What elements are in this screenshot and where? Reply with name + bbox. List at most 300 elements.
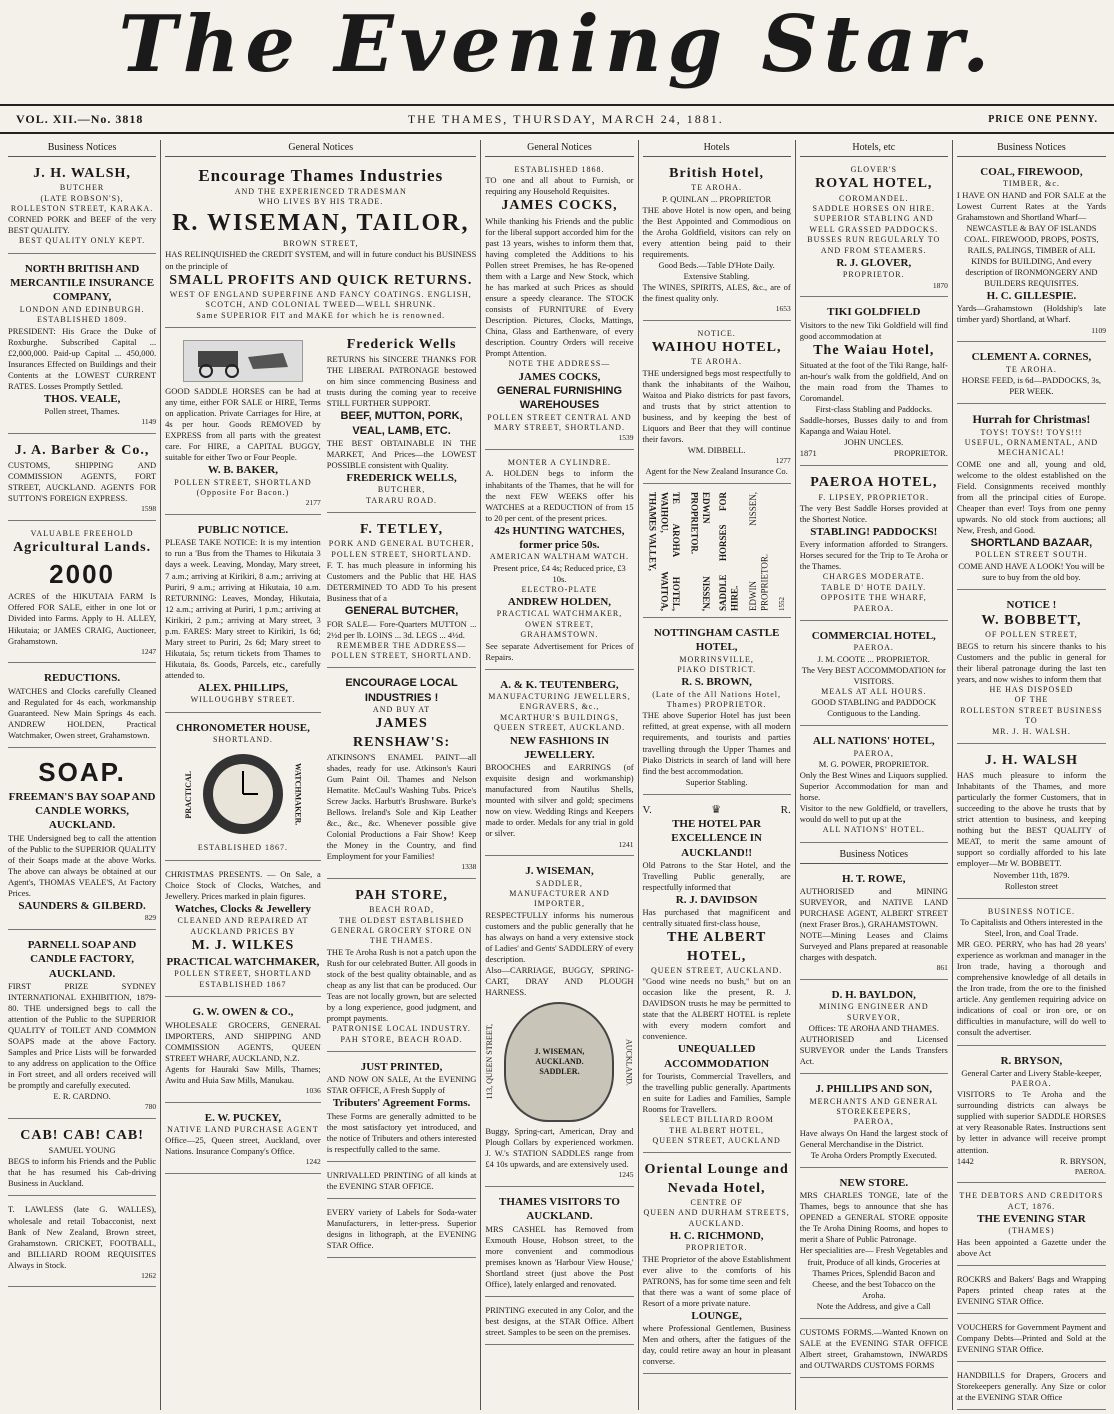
ad-proprietor-title: PROPRIETOR. [685, 1243, 748, 1253]
ad-ref-number: 1109 [1091, 325, 1107, 335]
rotated-text: EDWIN NISSEN, PROPRIETOR. [748, 491, 770, 611]
ad-saddle: SADDLE HORSES ON HIRE. [812, 203, 935, 213]
ad-name: THE EVENING STAR [977, 1213, 1086, 1226]
ad-stabling: STABLING! PADDOCKS! [810, 526, 938, 539]
ad-office: Office—25, Queen street, Auckland, over Nations. Insurance Company's Office. [165, 1135, 321, 1157]
ad-new-store [800, 1172, 948, 1319]
ad-body: Old Patrons to the Star Hotel, and the Travelling Public generally, are respectfully informed that [642, 859, 791, 892]
masthead [0, 0, 1114, 90]
ad-quote: "Good wine needs no bush," but on an occasion like the present, R. J. DAVIDSON trusts he may be permitted to state that the ALBERT HOTEL is replete with every modern comfort and convenience. [642, 976, 791, 1042]
ad-body: ATKINSON'S ENAMEL PAINT—all shades, ready for use. Atkinson's Kauri Gum Paint Oil. Thames and Nelson Hematite. McCaul's Washing Tubs. Price's Screw Jacks. Harbutt's Brushware. Burke's Bellows. Ireland's Sole and Kip Leather &c., &c., &c. Whenever possible give Colonial Productions a Fair Show! Keep the Money in the Country, and find Employment for your Families! [326, 751, 477, 862]
ad-teutenberg [485, 674, 633, 857]
ad-pah-store [327, 883, 477, 1052]
ad-title: J. A. Barber & Co., [14, 442, 150, 458]
ad-waihou-hotel [643, 325, 791, 484]
ad-heading: GENERAL BUTCHER, [344, 605, 459, 618]
ad-footer-name: THE ALBERT HOTEL, [669, 1125, 765, 1135]
ad-body: for Tourists, Commercial Travellers, and the travelling public generally. Apartments en suite for Ladies and Families, Sample Rooms for Travellers. [642, 1071, 791, 1115]
ad-title: Hurrah for Christmas! [972, 412, 1091, 427]
ad-table: TABLE D' HOTE DAILY. [821, 582, 927, 592]
rotated-text: TE AROHA HOTEL, WAIHOU, WAITOA, THAMES VALLEY, [647, 491, 681, 611]
ad-title: ROYAL HOTEL, [815, 176, 933, 192]
ad-cab [8, 1123, 156, 1196]
ad-useful: USEFUL, ORNAMENTAL, AND MECHANICAL! [964, 438, 1099, 458]
ad-offices: Offices: TE AROHA AND THAMES. [808, 1023, 939, 1034]
ad-wells [327, 332, 477, 513]
column-1 [4, 140, 161, 1410]
ad-proprietor: R. S. BROWN, [681, 676, 752, 689]
ad-side-label: PRACTICAL [183, 770, 193, 819]
ad-subtitle: TE AROHA. [691, 357, 743, 367]
ad-all-nations-hotel [800, 730, 948, 842]
ad-customs [800, 1323, 948, 1378]
ad-subtitle: CENTRE OF [690, 1197, 743, 1207]
ad-slogan: SMALL PROFITS AND QUICK RETURNS. [169, 272, 473, 288]
ad-rowe [800, 868, 948, 980]
ad-name: R. BRYSON, [1059, 1155, 1107, 1166]
ad-notice: NOTICE ! [1006, 598, 1057, 611]
dateline [0, 104, 1114, 134]
ad-wilkes [165, 865, 321, 997]
crest-letter: V. [642, 803, 652, 816]
ad-body: THE BEST OBTAINABLE IN THE MARKET, And Prices—the LOWEST POSSIBLE consistent with Quality. [326, 437, 477, 471]
ad-title: PUBLIC NOTICE. [197, 524, 289, 537]
ad-wiseman-tailor [165, 161, 476, 328]
ad-body: MR GEO. PERRY, who has had 28 years' experience as workman and manager in the Iron trade, having a thorough and comprehensive knowledge of all details in the Iron trade, from the ore to the finished article. Any gentlemen requiring advice on indications of coal or iron ore, or on difficulties in manufacture, will do well to consult the advertiser. [956, 939, 1107, 1038]
ad-body: EVERY variety of Labels for Soda-water Manufacturers, in letter-press. Superior designs in lithograph, at the EVENING STAR Office. [326, 1206, 477, 1251]
ad-address: Rolleston street [1004, 880, 1058, 891]
ad-paeroa-hotel [800, 470, 948, 621]
ad-footer: PAH STORE, BEACH ROAD. [340, 1034, 463, 1044]
ad-subtitle: MERCHANTS AND GENERAL STOREKEEPERS, [809, 1096, 939, 1117]
ad-ref-number: 1242 [305, 1157, 321, 1167]
ad-body: VISITORS to Te Aroha and the surrounding districts can always be supplied with superior SADDLE HORSES at very Reasonable Rates. Instructions sent by letter in advance will receive prompt attention. [956, 1089, 1107, 1155]
ad-good: GOOD STABLING and PADDOCK Contiguous to the Landing. [811, 697, 937, 719]
ad-holden [485, 454, 633, 670]
ad-body: AUTHORISED and MINING SURVEYOR, and NATIVE LAND PURCHASE AGENT, ALBERT STREET (next Fraser Bros.), GRAHAMSTOWN. [799, 886, 948, 930]
ad-ref-number: 1653 [775, 304, 791, 314]
ad-late: (Late of the All Nations Hotel, Thames) PROPRIETOR. [652, 689, 781, 709]
ad-title: THAMES VISITORS TO AUCKLAND. [499, 1196, 620, 1223]
ad-disposed: HE HAS DISPOSED [989, 684, 1074, 694]
ad-ref-number: 1539 [618, 433, 634, 443]
ad-subtitle: (LATE ROBSON'S), [40, 193, 124, 203]
ad-name: ANDREW HOLDEN, [507, 596, 612, 609]
ad-subtitle: OF POLLEN STREET, [985, 630, 1078, 640]
ad-ref-number: 1262 [141, 1270, 157, 1280]
ad-business-notice [957, 903, 1106, 1046]
ad-body: A. HOLDEN begs to inform the inhabitants of the Thames, that he will for the next FEW WEEKS offer his WATCHES at a REDUCTION of from 15 to 20 per cent. of the present prices. [485, 468, 634, 523]
ad-title: British Hotel, [669, 166, 765, 181]
column-4 [639, 140, 796, 1410]
saddle-badge [504, 1002, 614, 1122]
ad-reductions [8, 667, 156, 748]
ad-cornes [957, 346, 1106, 404]
ad-headline: ENCOURAGE LOCAL INDUSTRIES ! [345, 677, 458, 704]
badge-name: J. WISEMAN, [534, 1046, 585, 1056]
ad-address: BROWN STREET, [283, 239, 359, 249]
ad-ref-number: 1442 [956, 1155, 974, 1166]
ad-body: RETURNS his SINCERE THANKS FOR THE LIBERAL PATRONAGE bestowed on him since commencing Business and trusts during the coming year to receive STILL FURTHER SUPPORT. [326, 354, 477, 409]
ad-footer-name: JAMES COCKS, [518, 370, 601, 383]
ad-labels [327, 1203, 477, 1258]
ad-subtitle: SHORTLAND. [212, 734, 273, 744]
ad-subtitle: QUEEN AND DURHAM STREETS, [643, 1208, 790, 1218]
ad-body: MRS CASHEL has Removed from Exmouth House, Hobson street, to the more convenient and commodious premises known as 'Harbour View House,' Shortland street (just above the Post Office), lately enlarged and renovated. [485, 1223, 634, 1289]
column-header: Hotels [643, 140, 791, 157]
ad-successor: MR. J. H. WALSH. [992, 726, 1071, 736]
ad-title: The Waiau Hotel, [813, 342, 935, 358]
issue-date: THE THAMES, THURSDAY, MARCH 24, 1881. [407, 111, 724, 126]
issue-price: PRICE ONE PENNY. [988, 113, 1098, 125]
ad-body: MINING ENGINEER AND SURVEYOR, [818, 1002, 929, 1022]
ad-established: ESTABLISHED 1867 [199, 979, 287, 989]
ad-prices: FOR SALE— Fore-Quarters MUTTON ... 2½d per lb. LOINS ... 3d. LEGS ... 4½d. [326, 618, 477, 640]
ad-hunting: 42s HUNTING WATCHES, former price 50s. [494, 524, 625, 552]
ad-title: Frederick Wells [346, 336, 457, 352]
ad-handbills [957, 1366, 1106, 1410]
ad-side-label: AUCKLAND. [624, 1038, 634, 1086]
ad-body: HORSE FEED, is 6d—PADDOCKS, 3s, PER WEEK. [961, 374, 1102, 396]
ad-address: OWEN STREET, GRAHAMSTOWN. [520, 619, 599, 640]
ad-title: J. H. WALSH [984, 752, 1079, 768]
ad-tagline: BEST QUALITY ONLY KEPT. [18, 236, 146, 246]
ad-wines: The WINES, SPIRITS, ALES, &c., are of the finest quality only. [642, 281, 791, 303]
ad-established: ESTABLISHED 1809. [37, 315, 128, 325]
ad-title: J. H. WALSH, [33, 166, 131, 181]
ad-agent: Agent for the New Zealand Insurance Co. [645, 465, 788, 476]
ad-proprietor: JOHN UNCLES. [844, 437, 904, 448]
ad-established: ESTABLISHED 1868. [514, 165, 605, 174]
ad-title: MONTER A CYLINDRE. [507, 458, 612, 468]
ad-albert-hotel [643, 799, 791, 1154]
column-2-left [165, 332, 321, 1262]
ad-stabling: SUPERIOR STABLING AND WELL GRASSED PADDOCKS. [809, 214, 939, 234]
ad-toys: TOYS! TOYS!! TOYS!!! [980, 427, 1083, 437]
saddle-row [485, 1002, 633, 1122]
ad-city: AUCKLAND. [688, 1218, 745, 1228]
ad-address: POLLEN STREET, SHORTLAND. [331, 549, 472, 559]
ad-billiard: SELECT BILLIARD ROOM [659, 1115, 774, 1125]
ad-body: Visitor to the new Goldfield, or travellers, would do well to put up at the [799, 803, 948, 825]
ad-lawless [8, 1200, 156, 1287]
ad-lounge: LOUNGE, [691, 1309, 742, 1322]
ad-title: H. T. ROWE, [842, 872, 906, 885]
ad-subtitle: MANUFACTURER AND IMPORTER, [509, 888, 610, 909]
ad-title: THE ALBERT HOTEL, [666, 930, 767, 964]
ad-walsh [8, 161, 156, 254]
ad-notice: NOTICE. [697, 328, 736, 338]
ad-firm: E. R. CARDNO. [53, 1091, 111, 1102]
ad-body: ROCKRS and Bakers' Bags and Wrapping Papers printed cheap rates at the EVENING STAR Office. [956, 1273, 1107, 1306]
ad-title: W. B. BAKER, [207, 464, 279, 477]
ad-body: COME one and all, young and old, welcome to the oldest established on the Field. Consignments received monthly from all the principal cities of Europe. Cheaper than ever! Toys from one penny upwards. No old stock from auctions; all New, Fresh, and Good. [956, 458, 1107, 536]
ad-headline: Encourage Thames Industries [198, 166, 444, 185]
ad-coal [957, 161, 1106, 342]
ad-address: MCARTHUR'S BUILDINGS, QUEEN STREET, AUCKLAND. [493, 712, 626, 733]
ad-tetley [327, 517, 477, 668]
ad-of: OF THE [1014, 695, 1049, 705]
ad-bobbett [957, 594, 1106, 744]
ad-title: J. WISEMAN, [525, 865, 594, 878]
ad-trade: BUTCHER, [377, 485, 426, 495]
ad-body: VOUCHERS for Government Payment and Company Debts—Printed and Sold at the EVENING STAR Office. [956, 1322, 1107, 1355]
ad-proprietor-title: PROPRIETOR. [842, 270, 905, 280]
ad-body: WHOLESALE GROCERS, GENERAL IMPORTERS, AND SHIPPING AND COMMISSION AGENTS, QUEEN STREET WHARF, AUCKLAND, N.Z. [165, 1019, 321, 1063]
carriage-icon [188, 343, 298, 379]
ad-intro: TIKI GOLDFIELD [827, 306, 921, 319]
column-header: Business Notices [957, 140, 1106, 157]
ad-bryson [957, 1050, 1106, 1184]
ad-auth: AUTHORISED and Licensed SURVEYOR under the Lands Transfers Act. [799, 1034, 948, 1067]
ad-side-label: WATCHMAKER. [293, 763, 303, 826]
ad-barber [8, 438, 156, 521]
ad-soap [8, 752, 156, 930]
ad-body: THE above Superior Hotel has just been refitted, at great expense, with all modern requirements, and tourists and parties travelling through the Upper Thames and Piako Districts in search of land will here find the best accommodation. [642, 710, 791, 776]
ad-footer-row [800, 448, 948, 459]
ad-proprietor: P. QUINLAN ... PROPRIETOR [662, 193, 772, 204]
column-subheader: Business Notices [800, 847, 948, 864]
ad-electro: ELECTRO-PLATE [521, 584, 598, 594]
ad-ref-number: 780 [144, 1102, 157, 1112]
ad-ref-number: 1338 [461, 862, 477, 872]
ad-list: NEWCASTLE & BAY OF ISLANDS COAL. FIREWOOD, PROPS, POSTS, RAILS, PALINGS, TIMBER of ALL KINDS for BUILDING, And every description of IRONMONGERY AND BUILDERS REQUISITES. [964, 222, 1099, 289]
ad-heading: NEW FASHIONS IN JEWELLERY. [509, 734, 610, 761]
ad-trade: PRACTICAL WATCHMAKER, [496, 609, 623, 619]
ad-body: THE Te Aroha Rush is not a patch upon the Rush for our celebrated Butter. All goods in stock of the best quality obtainable, and as cheap as any list that can be produced. Our Teas are not locally grown, but are selected by a long experience, good judgment, and prompt payments. [326, 946, 477, 1024]
ad-saddler [485, 860, 633, 1187]
ad-note: NOTE THE ADDRESS— [508, 359, 611, 369]
ad-address: TARARU ROAD. [366, 495, 438, 505]
ad-ref-number: 1245 [618, 1170, 634, 1180]
ad-oriental-lounge [643, 1157, 791, 1374]
ad-trade: PRACTICAL WATCHMAKER, [166, 956, 320, 969]
ad-title: PARNELL SOAP AND CANDLE FACTORY, AUCKLAND. [27, 938, 137, 980]
ad-footer-row [957, 1156, 1106, 1167]
ad-title: W. BOBBETT, [981, 613, 1082, 629]
ad-body: AND NOW ON SALE, At the EVENING STAR OFFICE, A Fresh Supply of [326, 1074, 477, 1096]
ad-title: JAMES COCKS, [501, 198, 618, 214]
ad-body: PRINTING executed in any Color, and the best designs, at the STAR Office. Albert street. Samples to be seen on the premises. [485, 1304, 634, 1338]
ad-ref-number: 1247 [141, 646, 157, 656]
clock-row [165, 749, 321, 839]
ad-body: PLEASE TAKE NOTICE: It is my intention to run a 'Bus from the Thames to Hikutaia 3 days a week. Leaving, Monday, Mary street, 7 a.m.; arriving at Kirikiri, 8 a.m.; arriving at Puriri, 9 a.m.; arriving at Hikutaia, 10 a.m. RETURNING: Leaves, Monday, Hikutaia, 12 a.m.; arriving at Puriri, 1 p.m.; arriving at Kirikiri, 2 p.m.; arriving at Mary street, 3 p.m. FARES: Mary street to Kirikiri, 1s 6d; Mary street to Puriri, 2s 6d; Mary street to Hikutaia, 5s; return tickets from Thames to Hikutaia, 8s. Goods, Parcels, etc., carefully attended to. [165, 537, 321, 680]
ad-subtitle: (THAMES) [1008, 1226, 1055, 1236]
ad-address: POLLEN STREET CENTRAL AND MARY STREET, SHORTLAND. [487, 412, 632, 432]
ad-subtitle: CLEANED AND REPAIRED AT AUCKLAND PRICES BY [177, 916, 309, 936]
ad-side-label: 113, QUEEN STREET, [485, 1024, 495, 1100]
ad-ref-number: 829 [144, 913, 157, 923]
ad-title: WAIHOU HOTEL, [651, 340, 782, 356]
ad-date: November 11th, 1879. [993, 869, 1070, 880]
ad-just-printed [327, 1056, 477, 1162]
ad-come: COME AND HAVE A LOOK! You will be sure to buy from the old boy. [958, 560, 1105, 582]
ad-ref-number: 1149 [141, 417, 157, 427]
rotated-text: SADDLE HORSES FOR HIRE. [717, 491, 740, 611]
ad-body: HANDBILLS for Drapers, Grocers and Storekeepers generally. Any Size or color at the EVENING STAR Office [956, 1370, 1107, 1403]
newspaper-columns [4, 140, 1110, 1410]
ad-parnell [8, 934, 156, 1119]
ad-title: PAEROA HOTEL, [810, 475, 938, 491]
column-2-split [165, 332, 476, 1262]
ad-place: PAEROA. [1074, 1166, 1107, 1176]
ad-charges: CHARGES MODERATE. [822, 572, 925, 582]
column-2-right [327, 332, 477, 1262]
column-5 [796, 140, 953, 1410]
ad-insurance [8, 258, 156, 434]
ad-address: ROLLESTON STREET, KARAKA. [10, 203, 154, 213]
ad-title: SOAP. [38, 756, 126, 787]
ad-fit: Same SUPERIOR FIT and MAKE for which he is renowned. [196, 310, 446, 320]
ad-acres: 2000 [49, 558, 115, 589]
ad-name: H. C. GILLESPIE. [986, 290, 1077, 303]
ad-body: THE undersigned begs most respectfully to thank the inhabitants of the Waihou, Waitoa and Piako districts for past favors, and trusts that by strict attention to business, and by keeping the best of Liquors and Beer that they will continue their favors. [642, 367, 791, 445]
ad-ref-number: 1241 [618, 839, 634, 849]
clock-icon [198, 749, 288, 839]
ad-patronise: PATRONISE LOCAL INDUSTRY. [332, 1024, 471, 1034]
ad-name: SAMUEL YOUNG [48, 1145, 116, 1156]
ad-see: See separate Advertisement for Prices of Repairs. [485, 640, 634, 662]
ad-footer-name: FREDERICK WELLS, [346, 472, 457, 485]
ad-body: MRS CHARLES TONGE, late of the Thames, begs to announce that she has OPENED a GENERAL STORE opposite the Te Aroha Dining Rooms, and hopes to merit a Share of Public Patronage. [799, 1190, 948, 1245]
ad-body: CHRISTMAS PRESENTS. — On Sale, a Choice Stock of Clocks, Watches, and Jewellery. Prices marked in plain figures. [165, 868, 321, 901]
ad-body: WATCHES and Clocks carefully Cleaned and Regulated for 4s each, workmanship Guaranteed. New Main Springs 4s each. ANDREW HOLDEN, Practical Watchmaker, Owen street, Grahamstown. [8, 685, 157, 740]
ad-address: QUEEN STREET, AUCKLAND [652, 1136, 781, 1146]
ad-title: JUST PRINTED, [360, 1060, 443, 1073]
ad-renshaw [327, 672, 477, 879]
badge-city: AUCKLAND. [535, 1056, 584, 1066]
column-header: Business Notices [8, 140, 156, 157]
ad-address: POLLEN STREET, SHORTLAND [174, 969, 312, 979]
ad-american: AMERICAN WALTHAM WATCH. [489, 552, 630, 562]
ad-busses: BUSSES RUN REGULARLY TO AND FROM STEAMERS. [807, 235, 941, 255]
ad-title: NOTTINGHAM CASTLE HOTEL, [653, 626, 780, 654]
ad-subtitle: TIMBER, &c. [1002, 179, 1060, 189]
ad-also: Also—CARRIAGE, BUGGY, SPRING-CART, DRAY AND PLOUGH HARNESS. [485, 964, 634, 998]
ad-title: M. J. WILKES [191, 937, 295, 953]
ad-address: POLLEN STREET SOUTH. [975, 550, 1088, 560]
ad-unrivalled [327, 1166, 477, 1199]
ad-note: (Opposite For Bacon.) [196, 487, 290, 497]
ad-subtitle: MANUFACTURING JEWELLERS, ENGRAVERS, &c., [488, 692, 631, 712]
ad-title: COMMERCIAL HOTEL, [811, 630, 936, 643]
ad-body: THE above Hotel is now open, and being the Best Appointed and Commodious on the Aroha Goldfield, visitors can rely on every attention being paid to their requirements. [642, 204, 791, 259]
crest-icon: ♛ [711, 803, 722, 816]
ad-name: ALEX. PHILLIPS, [197, 681, 289, 694]
ad-body: GOOD SADDLE HORSES can be had at any time, either FOR SALE or HIRE, Terms on application. Private Carriages for Hire, at 4s per hour. Goods REMOVED by EXPRESS from all parts with the greatest care. For HIRE, a CAPITAL BUGGY, suitable for either Two or Four People. [165, 385, 321, 463]
ad-specialities: Her specialities are— Fresh Vegetables and fruit, Produce of all kinds, Groceries at Thames Prices, Splendid Bacon and Cheese, and the best Tobacco on the Aroha. [799, 1245, 948, 1300]
ad-heading: Watches, Clocks & Jewellery [174, 902, 312, 915]
ad-ref-number: 1871 [799, 448, 817, 459]
ad-subtitle: FREEMAN'S BAY SOAP AND CANDLE WORKS, AUCKLAND. [8, 790, 156, 832]
ad-stabling: First-class Stabling and Paddocks. [815, 404, 933, 415]
ad-title: NEW STORE. [839, 1176, 909, 1189]
column-header: General Notices [165, 140, 476, 157]
ad-body: Has purchased that magnificent and centrally situated first-class house, [642, 907, 791, 929]
ad-bayldon [800, 984, 948, 1074]
ad-body: F. T. has much pleasure in informing his Customers and the Public that HE HAS DETERMINED TO ADD To his present Business that of a [326, 560, 477, 604]
rotated-text: EDWIN NISSEN, PROPRIETOR. [689, 491, 712, 611]
ad-fabrics: WEST OF ENGLAND SUPERFINE AND FANCY COATINGS. ENGLISH, SCOTCH, AND COLONIAL TWEED—WELL SHRUNK. [169, 289, 472, 310]
ad-body: where Professional Gentlemen, Business Men and others, after the fatigues of the day, could retire away an hour in pleasant converse. [642, 1323, 791, 1367]
ad-owen [165, 1001, 321, 1102]
ad-heading: Tributers' Agreement Forms. [332, 1097, 471, 1110]
ad-subtitle: NATIVE LAND PURCHASE AGENT [167, 1124, 319, 1134]
ad-unequalled: UNEQUALLED ACCOMMODATION [664, 1043, 770, 1070]
ad-british-hotel [643, 161, 791, 321]
ad-body: Have always On Hand the largest stock of General Merchandise in the District. [799, 1127, 948, 1149]
ad-subtitle: AND THE EXPERIENCED TRADESMAN [234, 187, 407, 197]
ad-place: PAEROA, [853, 1117, 894, 1127]
ad-body: HAS much pleasure to inform the Inhabitants of the Thames, and more particularly the former Customers, that in succeeding to the above he trusts that by strict attention to business, and keeping nothing but the BEST QUALITY of MEAT, to merit the same amount of support so cordially afforded to his late employer—Mr W. BOBBETT. [956, 770, 1107, 869]
ad-address: QUEEN STREET, AUCKLAND. [650, 965, 783, 975]
ad-address: POLLEN STREET, SHORTLAND [174, 477, 312, 487]
ad-body: HAS RELINQUISHED the CREDIT SYSTEM, and will in future conduct his BUSINESS on the principle of [165, 249, 477, 271]
ad-firm: SAUNDERS & GILBERD. [18, 899, 146, 912]
ad-subtitle: VALUABLE FREEHOLD [30, 529, 134, 539]
ad-body: CUSTOMS FORMS.—Wanted Known on SALE at the EVENING STAR OFFICE Albert street, Grahamstown, INWARDS and OUTWARDS CUSTOMS FORMS [799, 1326, 948, 1370]
ad-body: THE Proprietor of the above Establishment ever alive to the comforts of his PATRONS, has for some time seen and felt that there was a want of some place of Resort of a more private nature. [642, 1253, 791, 1308]
ad-title: CAB! CAB! CAB! [20, 1128, 144, 1144]
vr-crest [643, 803, 791, 817]
ad-waiau-hotel [800, 301, 948, 466]
column-3 [481, 140, 638, 1410]
ad-body: The Very BEST ACCOMMODATION for VISITORS. [801, 664, 946, 686]
ad-debtors-act [957, 1187, 1106, 1266]
ad-subtitle: BUTCHER [59, 183, 105, 193]
ad-ref-number: 1552 [778, 596, 787, 611]
ad-body: Visitors to the new Tiki Goldfield will find good accommodation at [799, 319, 948, 341]
ad-cocks [485, 161, 633, 450]
ad-chronometer [165, 717, 321, 861]
ad-note: Note the Address, and give a Call [816, 1300, 931, 1311]
ad-te-aroha-hotel [643, 488, 791, 618]
ad-orders: Te Aroha Orders Promptly Executed. [810, 1149, 937, 1160]
ad-subtitle: THE OLDEST ESTABLISHED GENERAL GROCERY STORE ON THE THAMES. [330, 915, 473, 946]
ad-title: E. W. PUCKEY, [204, 1111, 282, 1124]
ad-proprietor: M. G. POWER, PROPRIETOR. [818, 759, 929, 770]
ad-puckey [165, 1107, 321, 1175]
ad-body: I HAVE ON HAND and FOR SALE at the Lowest Current Rates at the Yards Grahamstown and Shortland Wharf— [956, 189, 1107, 222]
ad-name: SHORTLAND BAZAAR, [970, 537, 1093, 550]
ad-title: J. PHILLIPS AND SON, [815, 1083, 932, 1096]
ad-body: BEGS to inform his Friends and the Public that he has resumed his Cab-driving Business in Auckland. [8, 1156, 157, 1189]
ad-title: CLEMENT A. CORNES, [971, 351, 1092, 364]
ad-body: PRESIDENT: His Grace the Duke of Roxburghe. Subscribed Capital ... £2,000,000. Paid-up Capital ... 450,000. Insurances Effected on Buildings and their Contents at the LOWEST CURRENT RATES. Losses Promptly Settled. [8, 325, 157, 391]
ad-business: ROLLESTON STREET BUSINESS [960, 705, 1103, 715]
ad-hurrah-christmas [957, 408, 1106, 590]
ad-opposite: OPPOSITE THE WHARF, PAEROA. [820, 593, 927, 613]
column-6 [953, 140, 1110, 1410]
ad-body: Saddle-horses, Busses daily to and from Kapanga and Waiau Hotel. [799, 415, 948, 437]
ad-phillips [800, 1078, 948, 1168]
column-header: Hotels, etc [800, 140, 948, 157]
ad-subtitle: PAEROA. [853, 643, 894, 653]
ad-body: These Forms are generally admitted to be the most satisfactory yet introduced, and the notice of Tributers and others interested is respectfully called to the same. [326, 1110, 477, 1154]
ad-meals: MEALS AT ALL HOURS. [821, 686, 927, 696]
badge-trade: SADDLER. [539, 1067, 580, 1077]
ad-subtitle: PORK AND GENERAL BUTCHER, [328, 539, 475, 549]
ad-ref-number: 1598 [141, 504, 157, 514]
ad-body: UNRIVALLED PRINTING of all kinds at the EVENING STAR OFFICE. [326, 1169, 477, 1191]
ad-body: CUSTOMS, SHIPPING AND COMMISSION AGENTS, FORT STREET, AUCKLAND. AGENTS FOR SUTTON'S FOREIGN EXPRESS. [8, 460, 157, 504]
ad-baker [165, 332, 321, 515]
ad-proprietor: R. J. GLOVER, [836, 256, 912, 269]
ad-ref-number: 1277 [775, 456, 791, 466]
ad-agents: Agents for Hauraki Saw Mills, Thames; Awitu and Huia Saw Mills, Manukau. [165, 1063, 321, 1085]
ad-printing [485, 1301, 633, 1345]
ad-commercial-hotel [800, 625, 948, 726]
